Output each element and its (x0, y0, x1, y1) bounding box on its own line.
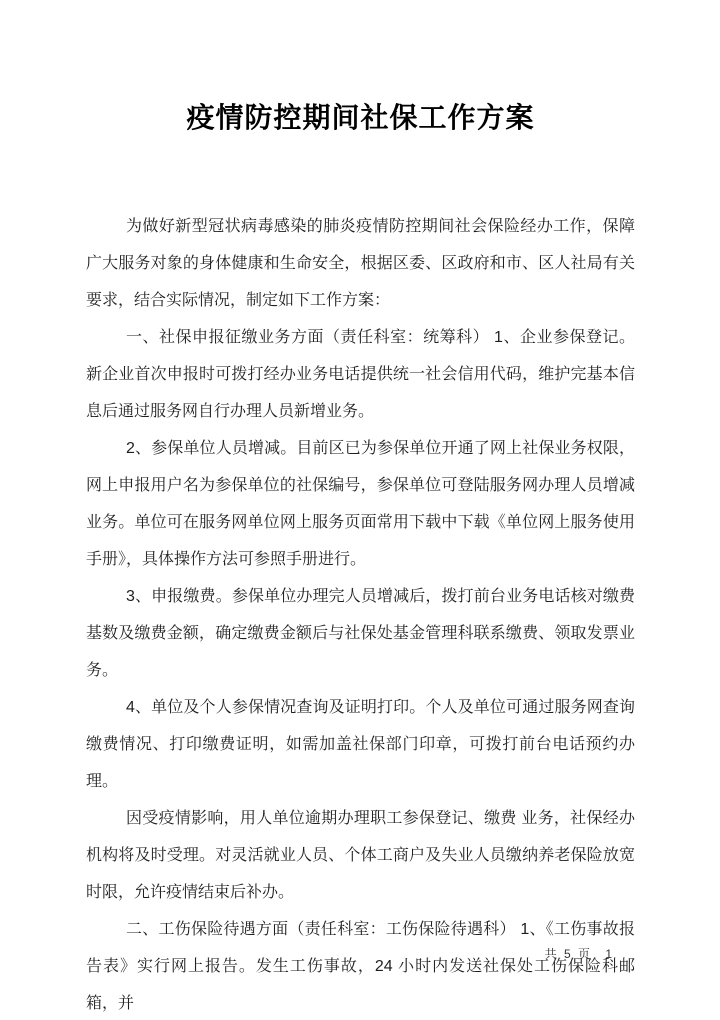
paragraph: 一、社保申报征缴业务方面（责任科室：统筹科） 1、企业参保登记。新企业首次申报时可拨打经办业务电话提供统一社会信用代码，维护完基本信息后通过服务网自行办理人员新增业务。 (86, 329, 635, 420)
document-body (86, 208, 635, 1020)
paragraph: 4、单位及个人参保情况查询及证明打印。个人及单位可通过服务网查询缴费情况、打印缴费证明，如需加盖社保部门印章，可拨打前台电话预约办理。 (86, 699, 635, 790)
page-footer (545, 945, 612, 962)
paragraph: 二、工伤保险待遇方面（责任科室：工伤保险待遇科） 1、《工伤事故报告表》实行网上报告。发生工伤事故，24 小时内发送社保处工伤保险科邮箱，并 (86, 921, 635, 1012)
paragraph: 3、申报缴费。参保单位办理完人员增减后，拨打前台业务电话核对缴费基数及缴费金额，确定缴费金额后与社保处基金管理科联系缴费、领取发票业务。 (86, 588, 635, 679)
page-number: 1 (605, 947, 612, 961)
page-count-label: 共 5 页 (544, 947, 592, 961)
paragraph: 因受疫情影响，用人单位逾期办理职工参保登记、缴费 业务，社保经办机构将及时受理。对灵活就业人员、个体工商户及失业人员缴纳养老保险放宽时限，允许疫情结束后补办。 (86, 810, 635, 901)
paragraph: 为做好新型冠状病毒感染的肺炎疫情防控期间社会保险经办工作，保障广大服务对象的身体健康和生命安全，根据区委、区政府和市、区人社局有关要求，结合实际情况，制定如下工作方案： (86, 218, 635, 309)
paragraph: 2、参保单位人员增减。目前区已为参保单位开通了网上社保业务权限，网上申报用户名为参保单位的社保编号，参保单位可登陆服务网办理人员增减业务。单位可在服务网单位网上服务页面常用下载中下载《单位网上服务使用手册》，具体操作方法可参照手册进行。 (86, 440, 635, 568)
document-title: 疫情防控期间社保工作方案 (186, 102, 535, 133)
